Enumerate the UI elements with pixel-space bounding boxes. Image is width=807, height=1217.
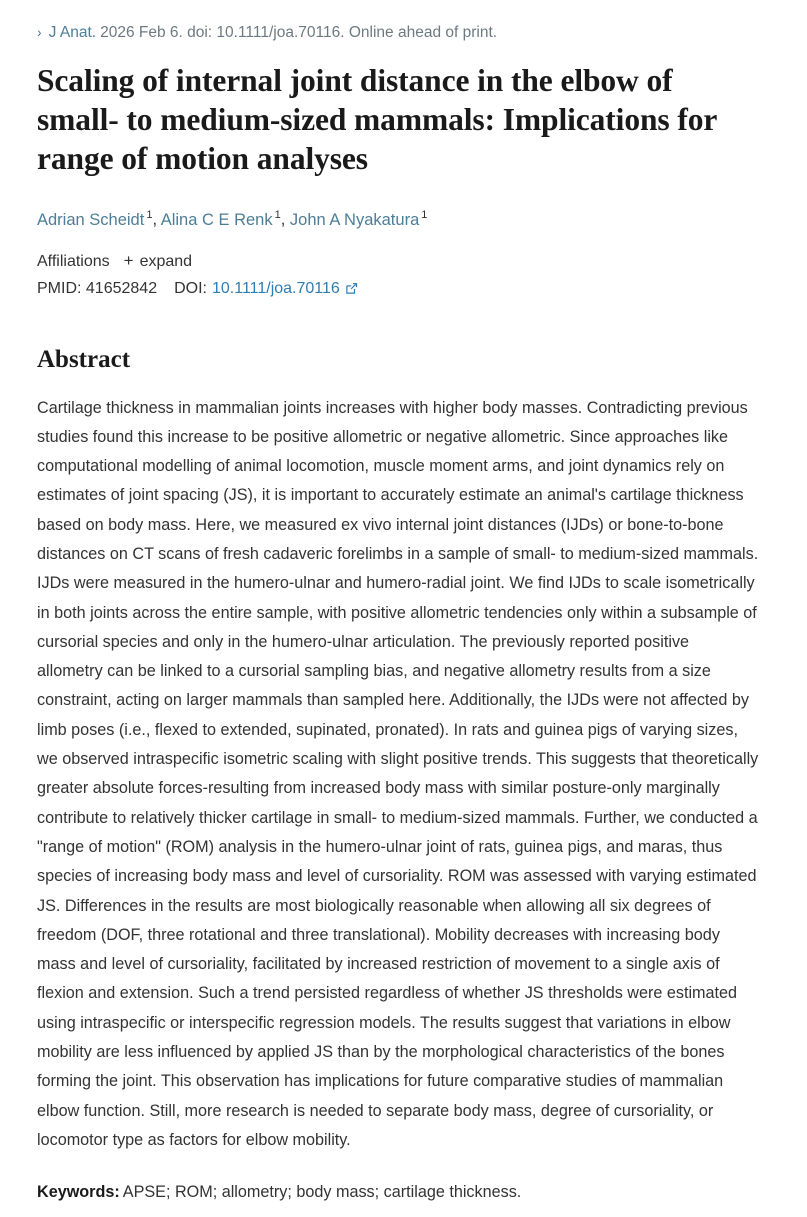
affiliations-row: [37, 250, 777, 274]
expand-label: expand: [139, 252, 193, 270]
author-separator: ,: [152, 210, 161, 229]
keywords-label: Keywords:: [37, 1183, 120, 1202]
author-affiliation-marker[interactable]: 1: [146, 209, 153, 221]
chevron-right-icon[interactable]: ›: [37, 24, 42, 40]
authors-list: [37, 204, 777, 231]
page-title: Scaling of internal joint distance in the elbow of small- to medium-sized mammals: Implications for range of motion analyses: [37, 63, 717, 176]
keywords-value: APSE; ROM; allometry; body mass; cartilage thickness.: [122, 1183, 522, 1202]
pmid-value: 41652842: [85, 279, 158, 297]
pmid-block: [37, 277, 157, 301]
author-link[interactable]: Alina C E Renk: [160, 210, 273, 229]
author-affiliation-marker[interactable]: 1: [421, 209, 428, 221]
author-link[interactable]: Adrian Scheidt: [37, 210, 145, 229]
identifiers-row: [37, 277, 777, 301]
expand-affiliations-button[interactable]: [124, 250, 192, 274]
abstract-text: Cartilage thickness in mammalian joints increases with higher body masses. Contradicting previous studies found this increase to be positive allometric or negative allometric. Since approaches like computational modelling of animal locomotion, muscle moment arms, and joint dynamics rely on estimates of joint spacing (JS), it is important to accurately estimate an animal's cartilage thickness based on body mass. Here, we measured ex vivo internal joint distances (IJDs) or bone-to-bone distances on CT scans of fresh cadaveric forelimbs in a sample of small- to medium-sized mammals. IJDs were measured in the humero-ulnar and humero-radial joint. We find IJDs to scale isometrically in both joints across the entire sample, with positive allometric tendencies only within a subsample of cursorial species and only in the humero-ulnar articulation. The previously reported positive allometry can be linked to a cursorial sampling bias, and negative allometry results from a size constraint, acting on larger mammals than sampled here. Additionally, the IJDs were not affected by limb poses (i.e., flexed to extended, supinated, pronated). In rats and guinea pigs of varying sizes, we observed intraspecific isometric scaling with slight positive trends. This suggests that theoretically greater absolute forces-resulting from increased body mass with similar posture-only marginally contribute to relatively thicker cartilage in small- to medium-sized mammals. Further, we conducted a "range of motion" (ROM) analysis in the humero-ulnar joint of rats, guinea pigs, and maras, thus species of increasing body mass and level of cursoriality. ROM was assessed with varying estimated JS. Differences in the results are most biologically reasonable when allowing all six degrees of freedom (DOF, three rotational and three translational). Mobility decreases with increasing body mass and level of cursoriality, facilitated by increased restriction of movement to a single axis of flexion and extension. Such a trend persisted regardless of whether JS thresholds were estimated using intraspecific or interspecific regression models. The results suggest that variations in elbow mobility are less influenced by applied JS than by the morphological characteristics of the bones forming the joint. This observation has implications for future comparative studies of mammalian elbow function. Still, more research is needed to separate body mass, degree of cursoriality, or locomotor type as factors for elbow mobility.: [37, 398, 759, 1149]
citation-line: [37, 22, 777, 43]
author-entry: [290, 211, 427, 229]
doi-link[interactable]: 10.1111/joa.70116: [211, 279, 340, 297]
plus-icon: +: [123, 250, 134, 270]
author-affiliation-marker[interactable]: 1: [274, 209, 281, 221]
author-separator: ,: [280, 210, 290, 229]
author-link[interactable]: John A Nyakatura: [289, 210, 420, 229]
author-entry: [161, 211, 281, 229]
abstract-heading: Abstract: [37, 345, 131, 373]
pmid-label: PMID:: [37, 279, 82, 297]
journal-name-link[interactable]: J Anat.: [48, 24, 97, 41]
affiliations-label: Affiliations: [37, 252, 110, 270]
citation-details: 2026 Feb 6. doi: 10.1111/joa.70116. Online ahead of print.: [100, 24, 498, 41]
keywords-line: [37, 1178, 759, 1207]
doi-label: DOI:: [174, 279, 207, 297]
external-link-icon[interactable]: [345, 279, 358, 303]
author-entry: [37, 211, 152, 229]
